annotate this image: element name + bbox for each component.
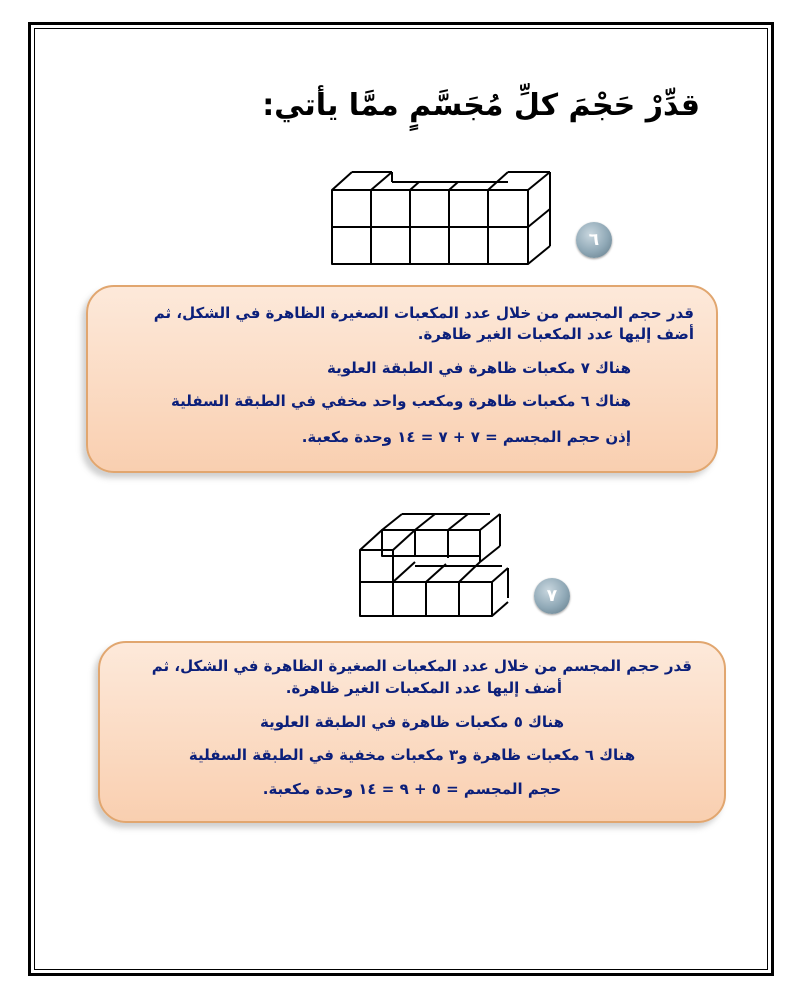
page-title: قدِّرْ حَجْمَ كلِّ مُجَسَّمٍ ممَّا يأتي: [262, 88, 700, 123]
answer-intro-line2: أضف إليها عدد المكعبات الغير ظاهرة. [285, 679, 562, 697]
answer-intro [154, 303, 694, 345]
answer-intro-line1: قدر حجم المجسم من خلال عدد المكعبات الصغيرة الظاهرة في الشكل، ثم [151, 657, 692, 675]
answer-line-bottom-layer: هناك ٦ مكعبات ظاهرة ومكعب واحد مخفي في الطبقة السفلية [171, 392, 631, 410]
answer-line-top-layer: هناك ٥ مكعبات ظاهرة في الطبقة العلوية [260, 713, 564, 731]
answer-intro [152, 655, 692, 699]
cube-figure-7 [356, 510, 512, 620]
answer-box-6 [86, 285, 718, 473]
number-badge-6: ٦ [576, 222, 612, 258]
cube-figure-6 [328, 168, 564, 268]
answer-line-bottom-layer: هناك ٦ مكعبات ظاهرة و٣ مكعبات مخفية في الطبقة السفلية [188, 746, 636, 764]
answer-line-volume: حجم المجسم = ٥ + ٩ = ١٤ وحدة مكعبة. [262, 780, 562, 798]
answer-box-7 [98, 641, 726, 823]
number-badge-7: ٧ [534, 578, 570, 614]
answer-intro-line2: أضف إليها عدد المكعبات الغير ظاهرة. [417, 325, 694, 343]
answer-intro-line1: قدر حجم المجسم من خلال عدد المكعبات الصغيرة الظاهرة في الشكل، ثم [153, 304, 694, 322]
answer-line-volume: إذن حجم المجسم = ٧ + ٧ = ١٤ وحدة مكعبة. [301, 428, 631, 446]
answer-line-top-layer: هناك ٧ مكعبات ظاهرة في الطبقة العلوية [327, 359, 631, 377]
